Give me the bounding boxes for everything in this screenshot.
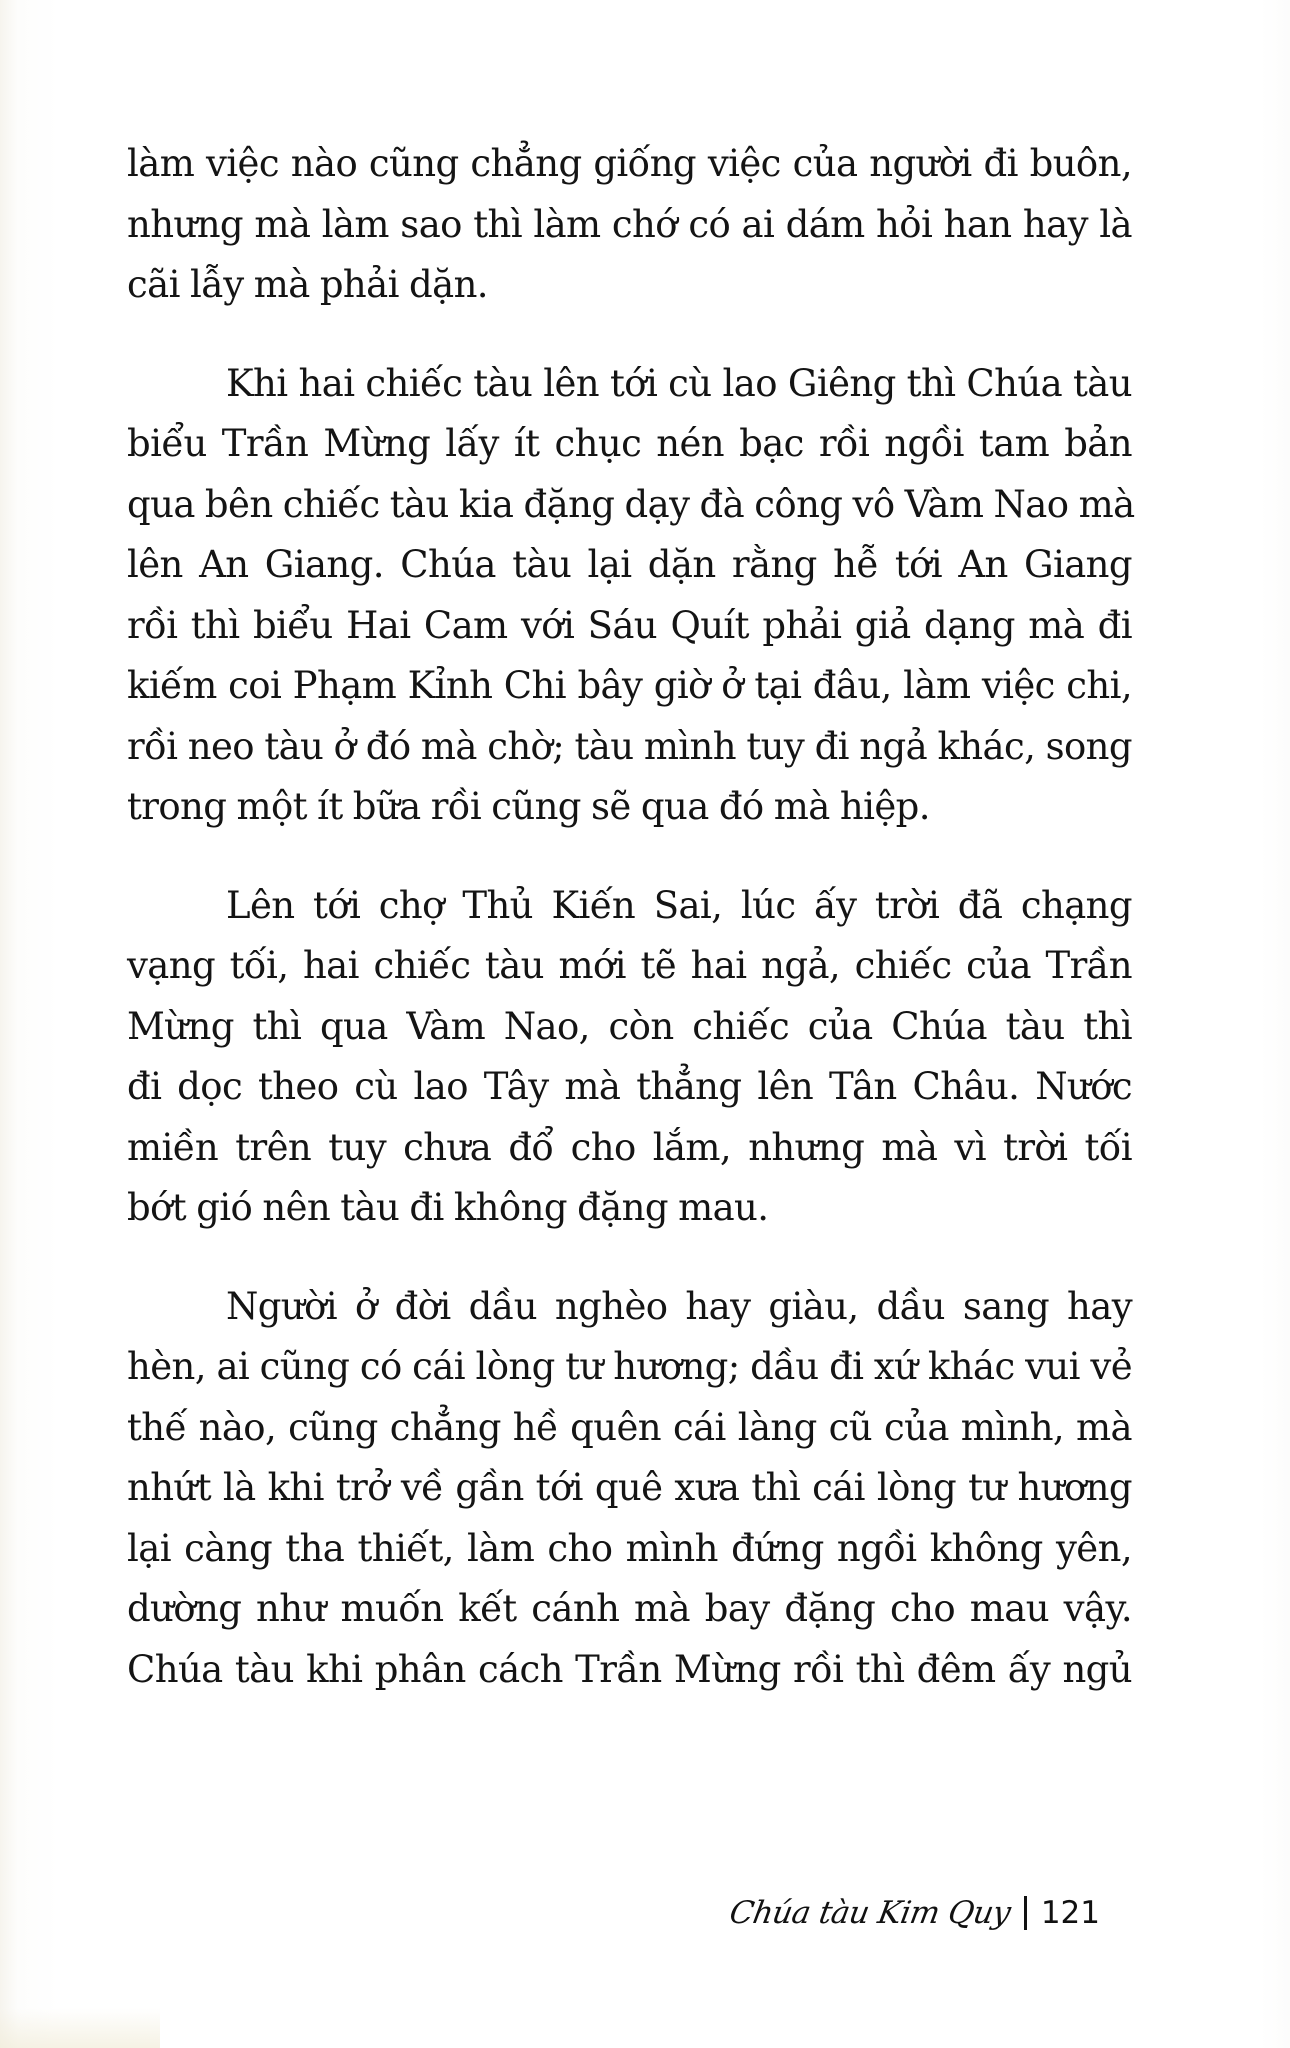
text-line: vạng tối, hai chiếc tàu mới tẽ hai ngả, chiếc của Trần: [127, 944, 1132, 987]
text-line: Người ở đời dầu nghèo hay giàu, dầu sang hay: [226, 1284, 1132, 1328]
page-footer: [726, 1893, 1100, 1933]
paragraph-2: [127, 354, 1135, 838]
text-line: làm việc nào cũng chẳng giống việc của người đi buôn,: [127, 142, 1132, 185]
text-line: cãi lẫy mà phải dặn.: [127, 263, 488, 306]
text-line: nhứt là khi trở về gần tới quê xưa thì cái lòng tư hương: [127, 1466, 1132, 1509]
paragraph-1: [127, 134, 1132, 316]
text-line: Mừng thì qua Vàm Nao, còn chiếc của Chúa tàu thì: [127, 1004, 1132, 1048]
footer-divider: [1024, 1896, 1027, 1930]
text-line: Lên tới chợ Thủ Kiến Sai, lúc ấy trời đã chạng: [226, 883, 1132, 927]
body-text: [127, 134, 1135, 1700]
page-number: 121: [1040, 1895, 1100, 1931]
text-line: rồi neo tàu ở đó mà chờ; tàu mình tuy đi ngả khác, song: [127, 724, 1132, 768]
text-line: dường như muốn kết cánh mà bay đặng cho mau vậy.: [127, 1587, 1132, 1630]
text-line: biểu Trần Mừng lấy ít chục nén bạc rồi ngồi tam bản: [127, 422, 1132, 465]
text-line: đi dọc theo cù lao Tây mà thẳng lên Tân Châu. Nước: [127, 1065, 1132, 1108]
text-line: Chúa tàu khi phân cách Trần Mừng rồi thì đêm ấy ngủ: [127, 1647, 1132, 1691]
paragraph-4: [127, 1277, 1132, 1701]
page-edge-shadow: [0, 2008, 160, 2048]
paragraph-3: [127, 876, 1132, 1239]
text-line: hèn, ai cũng có cái lòng tư hương; dầu đi xứ khác vui vẻ: [127, 1345, 1132, 1388]
text-line: rồi thì biểu Hai Cam với Sáu Quít phải giả dạng mà đi: [127, 603, 1132, 647]
text-line: bớt gió nên tàu đi không đặng mau.: [127, 1186, 769, 1229]
text-line: qua bên chiếc tàu kia đặng dạy đà công vô Vàm Nao mà: [127, 482, 1135, 526]
text-line: Khi hai chiếc tàu lên tới cù lao Giêng thì Chúa tàu: [226, 361, 1132, 405]
text-line: lại càng tha thiết, làm cho mình đứng ngồi không yên,: [127, 1526, 1132, 1570]
text-line: lên An Giang. Chúa tàu lại dặn rằng hễ tới An Giang: [127, 543, 1132, 586]
text-line: trong một ít bữa rồi cũng sẽ qua đó mà hiệp.: [127, 785, 930, 828]
text-line: nhưng mà làm sao thì làm chớ có ai dám hỏi han hay là: [127, 202, 1132, 246]
running-title: Chúa tàu Kim Quy: [726, 1895, 1014, 1931]
text-line: thế nào, cũng chẳng hề quên cái làng cũ của mình, mà: [127, 1405, 1132, 1449]
text-line: miền trên tuy chưa đổ cho lắm, nhưng mà vì trời tối: [127, 1125, 1132, 1169]
text-line: kiếm coi Phạm Kỉnh Chi bây giờ ở tại đâu, làm việc chi,: [127, 664, 1132, 707]
